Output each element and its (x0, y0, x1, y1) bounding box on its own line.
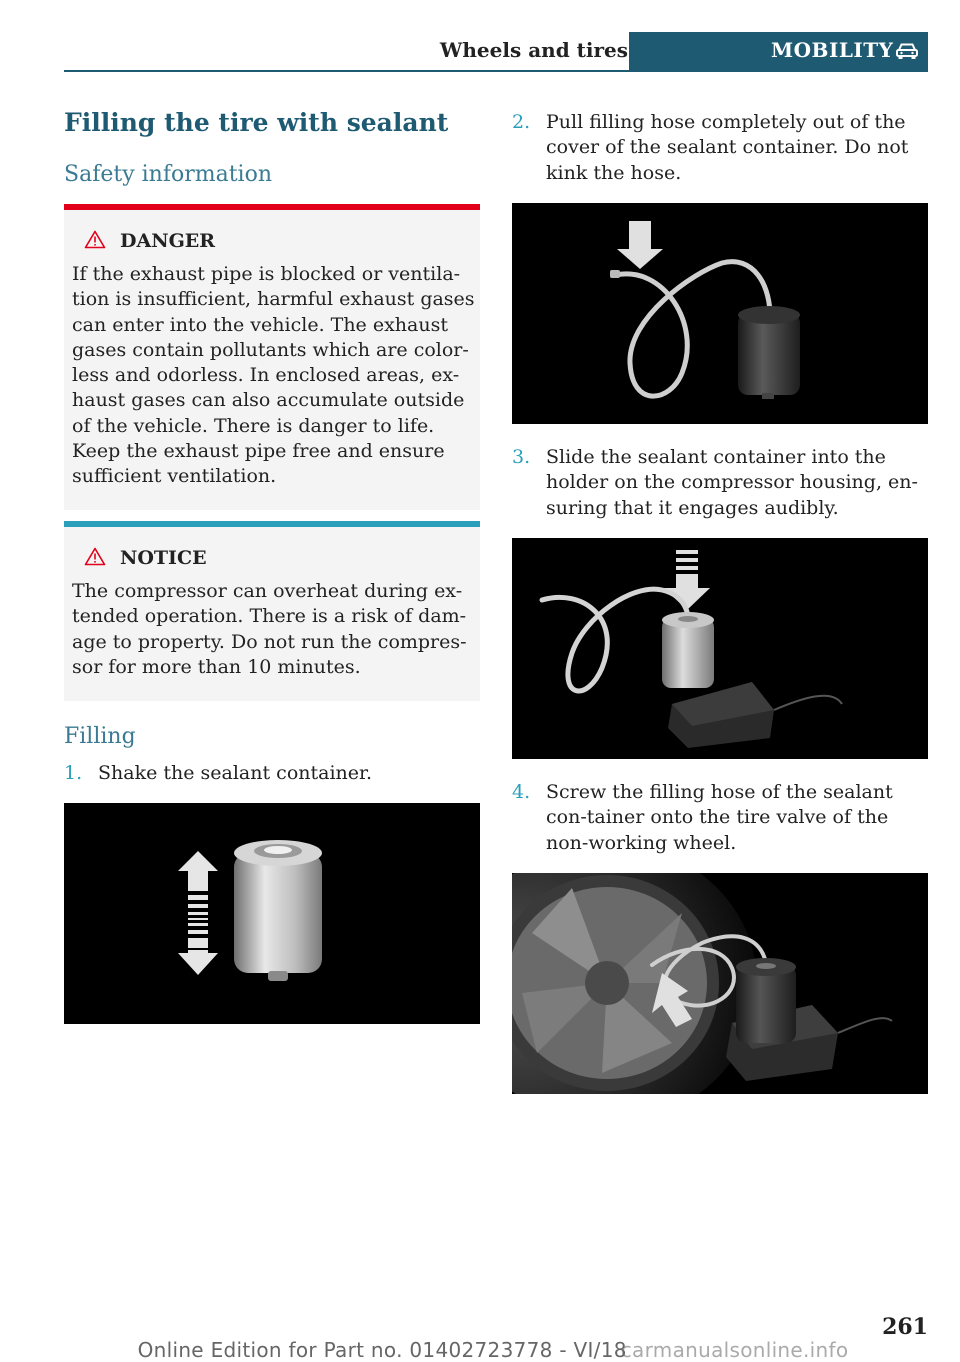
notice-bar (64, 521, 480, 527)
sealant-container-icon (662, 612, 714, 688)
danger-text: If the exhaust pipe is blocked or ventila-tion is insufficient, harmful exhaust gases can enter into the vehicle. The exhaust gases contain pollutants which are color-less and odorless. In enclosed areas, ex-haust gases can also accumulate outside of the vehicle. There is danger to life. Keep the exhaust pipe free and ensure sufficient ventilation. (72, 263, 475, 488)
footer-watermark: carmanualsonline.info (620, 1338, 849, 1362)
figure-insert-container (512, 538, 928, 759)
step-text: Pull filling hose completely out of the cover of the sealant container. Do not kink the hose. (546, 111, 909, 184)
sealant-container-icon (736, 958, 796, 1043)
figure-pull-hose (512, 203, 928, 424)
header-rule (64, 70, 928, 72)
sealant-container-icon (234, 840, 322, 981)
figure-connect-tire-valve (512, 873, 928, 1094)
danger-heading (84, 230, 215, 252)
step-number: 4. (512, 781, 531, 803)
danger-bar (64, 204, 480, 210)
sealant-container-icon (738, 306, 800, 399)
notice-box (64, 521, 480, 701)
compressor-icon (668, 682, 842, 748)
page-title: Filling the tire with sealant (64, 108, 449, 137)
double-arrow-icon (178, 851, 218, 975)
down-arrow-icon (664, 550, 710, 610)
danger-label: DANGER (120, 230, 216, 252)
filling-heading: Filling (64, 724, 136, 749)
danger-box (64, 204, 480, 510)
down-arrow-icon (617, 221, 663, 269)
page-header (64, 32, 928, 72)
car-icon (895, 42, 919, 60)
figure-shake-container (64, 803, 480, 1024)
header-chapter-tab (629, 32, 928, 70)
page-footer (0, 1338, 960, 1362)
step-number: 3. (512, 446, 531, 468)
footer-edition: Online Edition for Part no. 01402723778 - VI/18 (137, 1338, 627, 1362)
warning-triangle-icon (84, 230, 106, 249)
safety-heading: Safety information (64, 162, 272, 187)
tire-icon (512, 873, 757, 1094)
step-text: Slide the sealant container into the holder on the compressor housing, en-suring that it engages audibly. (546, 446, 918, 519)
step-number: 2. (512, 111, 531, 133)
notice-text: The compressor can overheat during ex-tended operation. There is a risk of dam-age to property. Do not run the compres-sor for more than 10 minutes. (72, 580, 467, 678)
step-text: Shake the sealant container. (98, 762, 373, 784)
warning-triangle-icon (84, 547, 106, 566)
step-number: 1. (64, 762, 83, 784)
notice-label: NOTICE (120, 547, 207, 569)
header-section-title: Wheels and tires (439, 38, 628, 62)
step-text: Screw the filling hose of the sealant con-tainer onto the tire valve of the non-working wheel. (546, 781, 893, 854)
notice-heading (84, 547, 207, 569)
page-number: 261 (882, 1314, 928, 1340)
header-chapter-label: MOBILITY (771, 38, 894, 62)
